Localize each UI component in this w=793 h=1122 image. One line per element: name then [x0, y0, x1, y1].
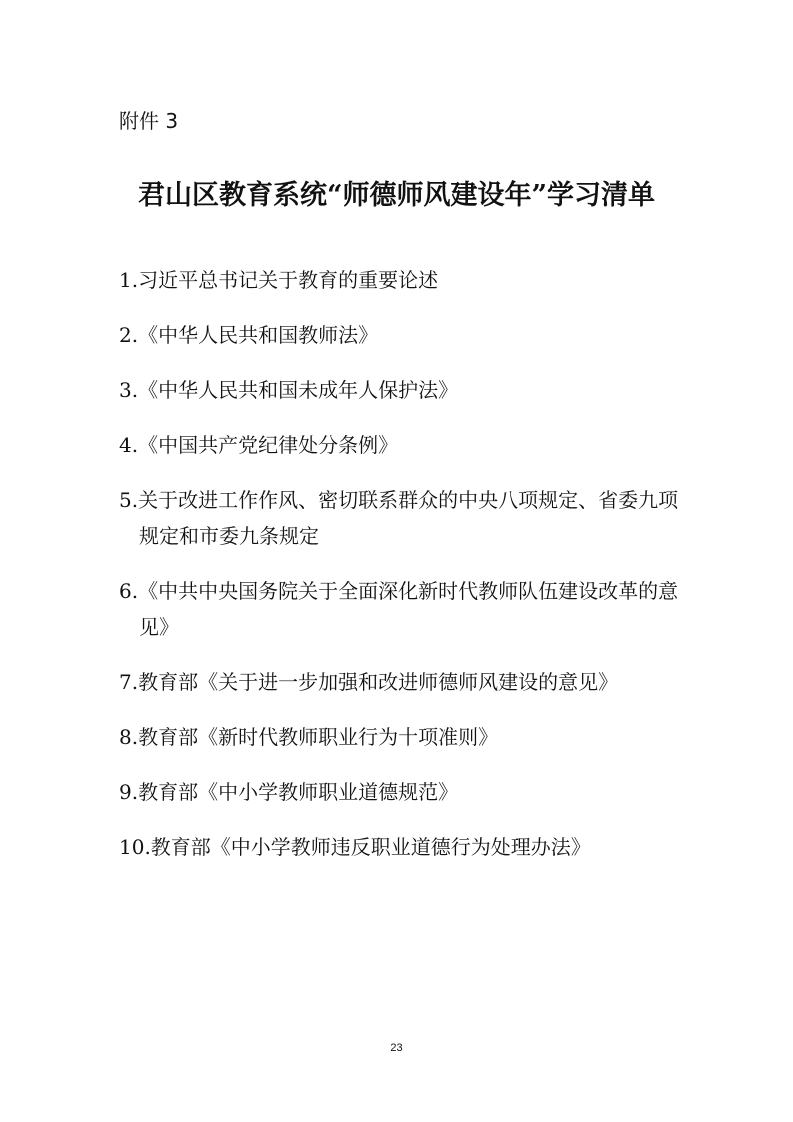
study-list [119, 262, 679, 884]
list-item: 7.教育部《关于进一步加强和改进师德师风建设的意见》 [119, 670, 619, 694]
list-item: 9.教育部《中小学教师职业道德规范》 [119, 780, 459, 804]
list-item: 6.《中共中央国务院关于全面深化新时代教师队伍建设改革的意见》 [119, 579, 679, 639]
list-item: 2.《中华人民共和国教师法》 [119, 323, 379, 347]
list-item: 10.教育部《中小学教师违反职业道德行为处理办法》 [119, 835, 591, 859]
attachment-label: 附件 3 [119, 109, 179, 133]
list-item: 4.《中国共产党纪律处分条例》 [119, 433, 399, 457]
list-item: 1.习近平总书记关于教育的重要论述 [119, 268, 439, 292]
document-title: 君山区教育系统“师德师风建设年”学习清单 [137, 180, 656, 211]
list-item: 8.教育部《新时代教师职业行为十项准则》 [119, 725, 499, 749]
page-number: 23 [390, 1042, 403, 1054]
list-item: 5.关于改进工作作风、密切联系群众的中央八项规定、省委九项规定和市委九条规定 [119, 488, 679, 548]
list-item: 3.《中华人民共和国未成年人保护法》 [119, 378, 459, 402]
